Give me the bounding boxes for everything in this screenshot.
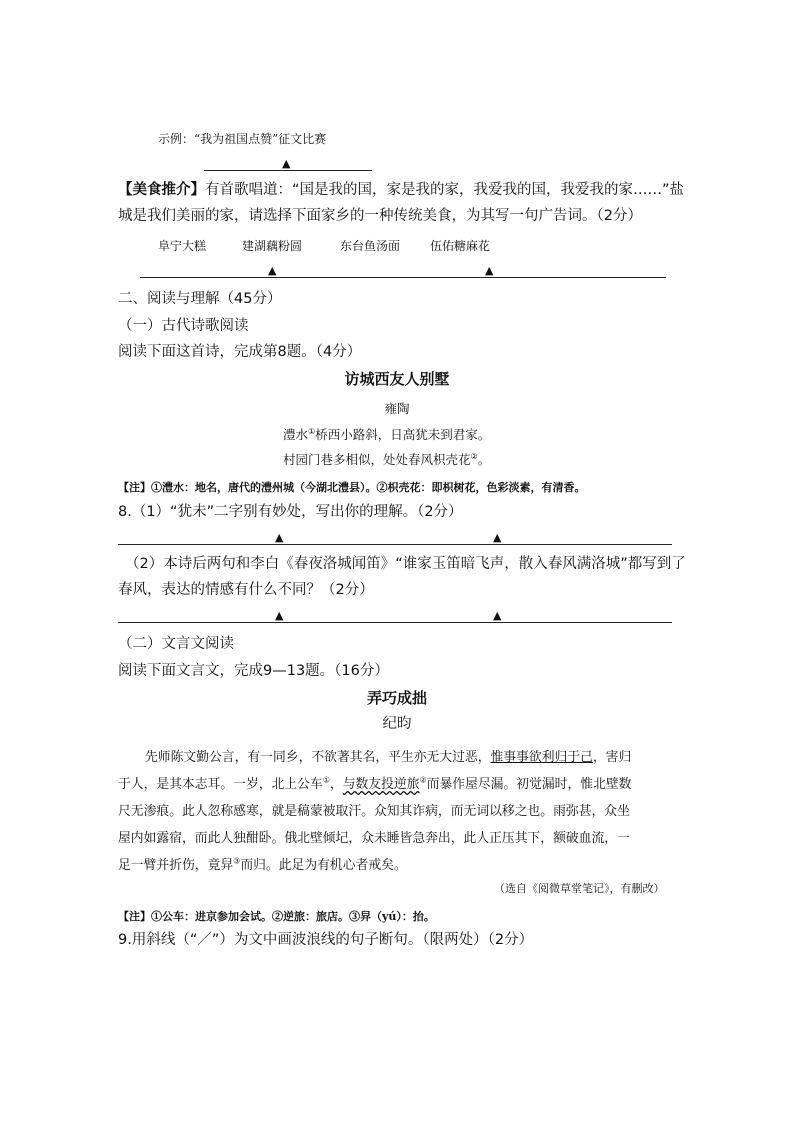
food-prompt-line1: [118, 180, 684, 200]
food-prompt-line2: 城是我们美丽的家，请选择下面家乡的一种传统美食，为其写一句广告词。（2分）: [118, 208, 642, 224]
food-option: 阜宁大糕: [158, 239, 207, 253]
passage-line-5b: 而归。此足为有机心者戒矣。: [240, 858, 407, 873]
passage-line-2: [118, 773, 631, 792]
food-option: 伍佑糖麻花: [430, 239, 491, 253]
text-title: 弄巧成拙: [366, 689, 427, 707]
note-marker: ③: [233, 856, 241, 866]
answer-line: [118, 622, 672, 623]
passage-line-1b: ，害归: [592, 750, 632, 765]
passage-line-4: 屋内如露宿，而此人独酣卧。俄北壁倾圮，众未睡皆急奔出，此人正压其下，额破血流，一: [118, 831, 630, 846]
answer-line: [204, 170, 372, 171]
food-option: 东台鱼汤面: [340, 239, 401, 253]
answer-marker: ▲: [275, 531, 284, 544]
section2-title: 二、阅读与理解（45分）: [118, 291, 282, 307]
food-tag: 【美食推介】: [118, 182, 205, 198]
passage-line-1a: 先师陈文勤公言，有一同乡，不欲著其名，平生亦无大过恶，: [145, 750, 491, 765]
poem-line-2a: 村园门巷多相似，处处春风枳壳花: [283, 452, 471, 467]
underlined-sentence: 惟事事欲利归于己: [490, 750, 593, 765]
passage-line-5: [118, 854, 407, 873]
wavy-underlined-sentence: 与数友投逆旅: [342, 777, 420, 792]
q8-part1: 8.（1）“犹未”二字别有妙处，写出你的理解。（2分）: [118, 504, 463, 520]
part2-instruction: 阅读下面文言文，完成9—13题。（16分）: [118, 663, 389, 679]
passage-source: （选自《阅微草堂笔记》，有删改）: [494, 882, 665, 895]
part1-instruction: 阅读下面这首诗，完成第8题。（4分）: [118, 344, 362, 360]
note-marker: ②: [419, 775, 427, 785]
passage-line-2a: 于人，是其本志耳。一岁，北上公车: [118, 777, 323, 792]
passage-note: 【注】①公车：进京参加会试。②逆旅：旅店。③舁（yú）：抬。: [118, 910, 435, 923]
poem-line-1: [283, 425, 490, 443]
passage-line-2c: 而暴作屋尽漏。初觉漏时，惟北壁数: [426, 777, 632, 792]
part1-title: （一）古代诗歌阅读: [118, 318, 249, 334]
poem-note: 【注】①澧水：地名，唐代的澧州城（今湖北澧县）。②枳壳花：即枳树花，色彩淡素，有清香。: [118, 481, 586, 494]
q9-text: 9.用斜线（“／”）为文中画波浪线的句子断句。（限两处）（2分）: [118, 932, 534, 948]
passage-line-5a: 足一臂并折伤，竟舁: [118, 858, 234, 873]
note-marker: ①: [308, 426, 316, 436]
part2-title: （二）文言文阅读: [118, 636, 234, 652]
answer-marker: ▲: [493, 609, 502, 622]
answer-marker: ▲: [485, 264, 494, 277]
note-marker: ②: [470, 451, 478, 461]
answer-line: [118, 544, 672, 545]
passage-line-1: [145, 746, 631, 765]
poem-line-1a: 澧水: [283, 427, 309, 442]
example-text: 示例：“我为祖国点赞”征文比赛: [158, 132, 327, 146]
answer-marker: ▲: [493, 531, 502, 544]
poem-author: 雍陶: [384, 401, 410, 416]
answer-marker: ▲: [275, 609, 284, 622]
answer-marker: ▲: [282, 157, 291, 170]
poem-title: 访城西友人别墅: [344, 370, 450, 388]
poem-line-2: [283, 450, 490, 468]
food-line1-text: 有首歌唱道：“国是我的国，家是我的家，我爱我的国，我爱我的家……”盐: [205, 182, 685, 198]
answer-line: [140, 277, 666, 278]
text-author: 纪昀: [382, 716, 412, 732]
poem-line-2b: 。: [477, 452, 491, 467]
q8-part2-line1: （2）本诗后两句和李白《春夜洛城闻笛》“谁家玉笛暗飞声，散入春风满洛城”都写到了: [125, 556, 686, 572]
passage-line-2b: ，: [329, 777, 343, 792]
poem-line-1b: 桥西小路斜，日高犹未到君家。: [315, 427, 491, 442]
note-marker: ①: [322, 775, 330, 785]
answer-marker: ▲: [268, 264, 277, 277]
q8-part2-line2: 春风，表达的情感有什么不同？（2分）: [118, 582, 374, 598]
food-option: 建湖藕粉圆: [242, 239, 303, 253]
passage-line-3: 尺无渗痕。此人忽称感寒，就是稿蒙被取汗。众知其诈病，而无词以移之也。雨弥甚，众坐: [118, 804, 630, 819]
